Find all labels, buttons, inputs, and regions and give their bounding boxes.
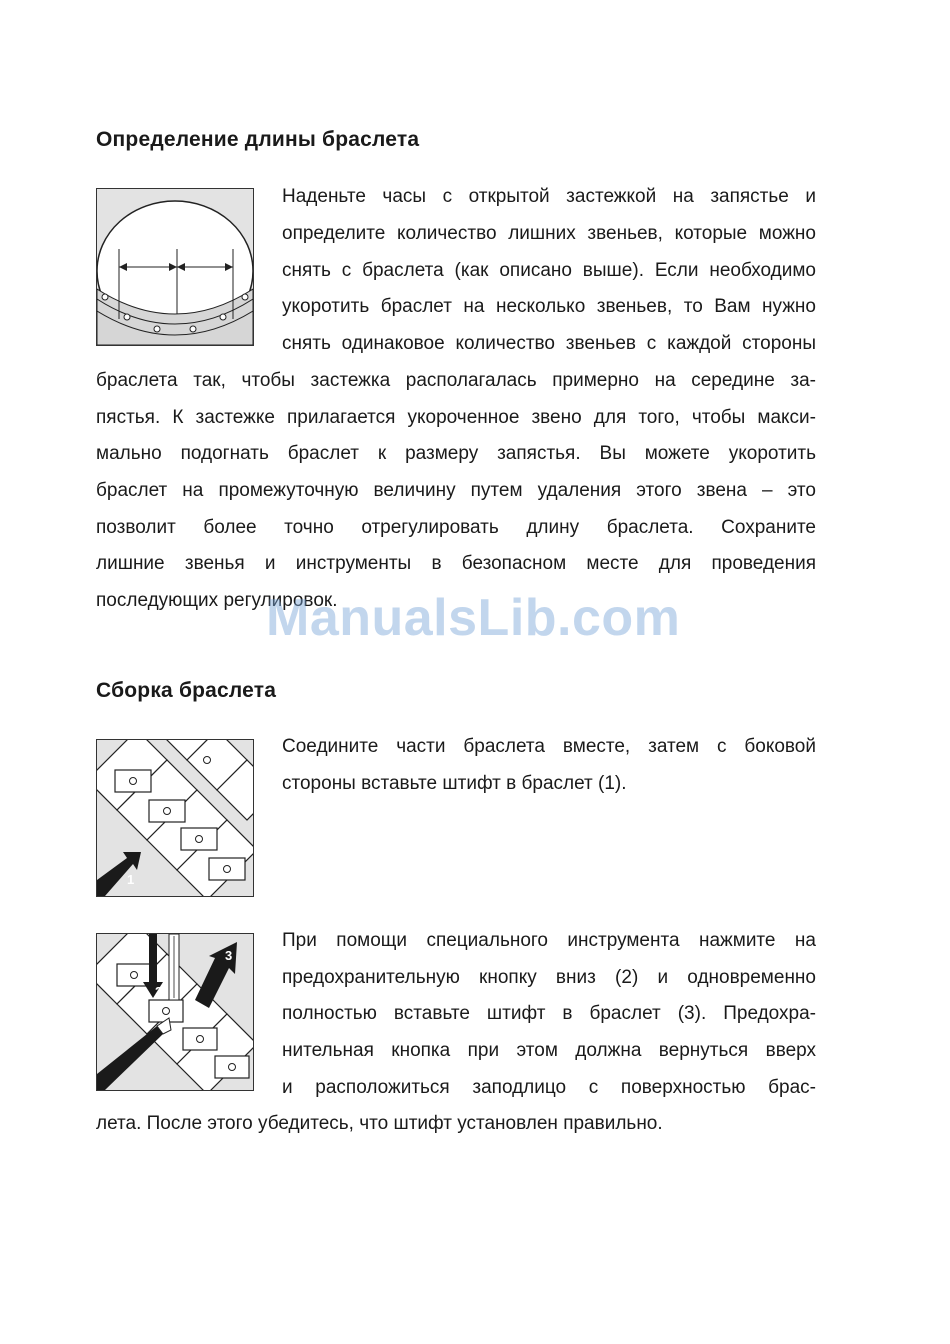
paragraph-line: снять одинаковое количество звеньев с каждой стороны <box>282 333 816 354</box>
paragraph-line: определите количество лишних звеньев, которые можно <box>282 223 816 244</box>
paragraph-line: предохранительную кнопку вниз (2) и одновременно <box>282 967 816 988</box>
wrist-measurement-illustration <box>96 188 254 346</box>
paragraph-line: лета. После этого убедитесь, что штифт установлен правильно. <box>96 1113 663 1134</box>
callout-1: 1 <box>127 872 135 887</box>
watermark: ManualsLib.com <box>266 589 681 647</box>
paragraph-line: последующих регулировок. <box>96 590 338 611</box>
paragraph-line: мально подогнать браслет к размеру запястья. Вы можете укоротить <box>96 443 816 464</box>
callout-3: 3 <box>225 948 233 963</box>
paragraph-line: снять с браслета (как описано выше). Если необходимо <box>282 260 816 281</box>
paragraph-line: и расположиться заподлицо с поверхностью брас- <box>282 1077 816 1098</box>
paragraph-line: позволит более точно отрегулировать длину браслета. Сохраните <box>96 517 816 538</box>
paragraph-line: браслета так, чтобы застежка располагалась примерно на середине за- <box>96 370 816 391</box>
paragraph-line: нительная кнопка при этом должна вернуться вверх <box>282 1040 816 1061</box>
paragraph-line: лишние звенья и инструменты в безопасном месте для проведения <box>96 553 816 574</box>
paragraph-line: пястья. К застежке прилагается укороченное звено для того, чтобы макси- <box>96 407 816 428</box>
pin-insertion-illustration <box>96 739 254 897</box>
paragraph-line: стороны вставьте штифт в браслет (1). <box>282 773 627 794</box>
paragraph-line: полностью вставьте штифт в браслет (3). Предохра- <box>282 1003 816 1024</box>
section-heading-bracelet-assembly: Сборка браслета <box>96 679 277 702</box>
section-heading-bracelet-length: Определение длины браслета <box>96 128 420 151</box>
callout-2: 2 <box>155 984 163 999</box>
safety-button-illustration <box>96 933 254 1091</box>
paragraph-line: Соедините части браслета вместе, затем с боковой <box>282 736 816 757</box>
paragraph-line: укоротить браслет на несколько звеньев, то Вам нужно <box>282 296 816 317</box>
paragraph-line: браслет на промежуточную величину путем удаления этого звена – это <box>96 480 816 501</box>
paragraph-line: При помощи специального инструмента нажмите на <box>282 930 816 951</box>
paragraph-line: Наденьте часы с открытой застежкой на запястье и <box>282 186 816 207</box>
